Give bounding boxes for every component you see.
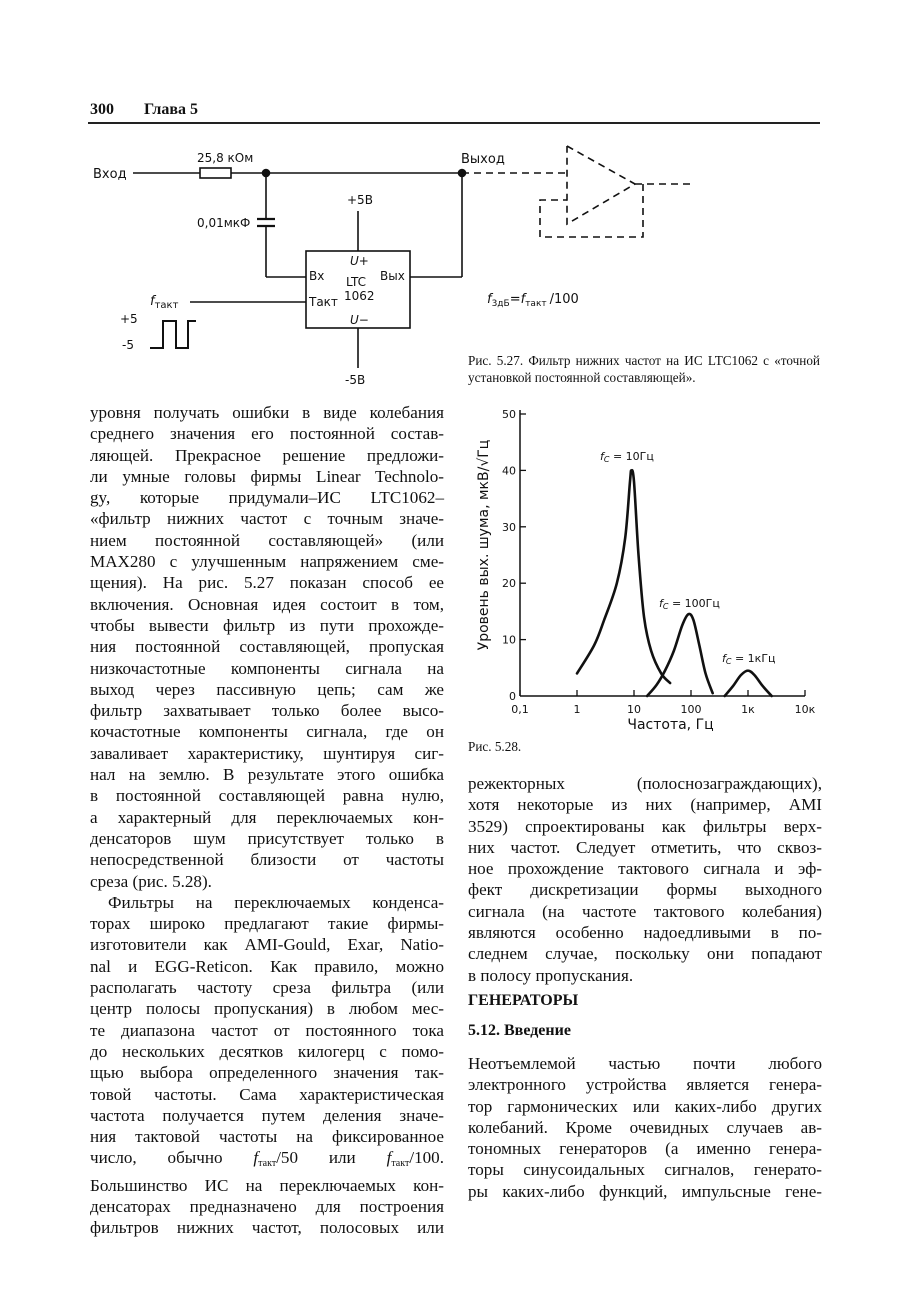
cutoff-formula: $f_{3дБ}=f_{такт}$ /100 — [487, 292, 579, 309]
label-pin-out: Вых — [380, 269, 405, 283]
text-line: электронного устройства является генера- — [468, 1075, 822, 1095]
text-line: в полосу пропускания. — [468, 965, 634, 985]
series-label-text: = 1кГц — [731, 652, 776, 665]
y-tick-label: 40 — [502, 464, 516, 478]
text-line: денсаторах предназначено для построения — [90, 1196, 444, 1216]
text-line: чтобы вывести фильтр из пути прохожде- — [90, 615, 444, 635]
label-pin-in: Вх — [309, 269, 325, 283]
text-line: ния постоянной составляющей, пропуская — [90, 637, 444, 657]
text-line: кочастотные компоненты сигнала, где он — [90, 722, 444, 742]
text-line: ния тактовой частоты на фиксированное — [90, 1127, 444, 1147]
label-pin-clock: Такт — [309, 295, 338, 309]
text-line: включения. Основная идея состоит в том, — [90, 594, 444, 614]
text-line: Большинство ИС на переключаемых кон- — [90, 1175, 444, 1195]
series-label-symbol: f — [722, 652, 726, 665]
text-line: колебаний. Кроме очевидных случаев ав- — [468, 1117, 822, 1137]
text-line: торы синусоидальных сигналов, генерато- — [468, 1160, 822, 1180]
chapter-title: Глава 5 — [144, 101, 198, 118]
figure-5-28-chart — [460, 400, 830, 740]
y-tick-label: 30 — [502, 520, 516, 534]
y-axis-label: Уровень вых. шума, мкВ/√Гц — [476, 439, 492, 651]
text-line: nal и EGG-Reticon. Как правило, можно — [90, 956, 444, 976]
paragraph-2-tail — [90, 1175, 444, 1239]
text-line: а характерный для переключаемых кон- — [90, 807, 444, 827]
text-line: хотя некоторые из них (например, AMI — [468, 795, 822, 815]
y-tick-label: 0 — [509, 690, 516, 703]
text-line: Фильтры на переключаемых конденса- — [108, 892, 444, 912]
text-line: уровня получать ошибки в виде колебания — [90, 403, 444, 422]
text-line: нием постоянной составляющей» (или — [90, 530, 444, 550]
x-tick-label: 1к — [741, 703, 755, 716]
text-line: Неотъемлемой частью почти любого — [468, 1054, 822, 1073]
x-tick-label: 10к — [794, 703, 816, 716]
x-tick-label: 1 — [573, 703, 581, 716]
text-line: товой частоты. Сама характеристическая — [90, 1084, 444, 1104]
text-line: щения). На рис. 5.27 показан способ ее — [90, 573, 444, 593]
text-line: изготовители как AMI-Gould, Exar, Natio- — [90, 935, 444, 955]
text-line: до нескольких десятков килогерц с помо- — [90, 1041, 444, 1061]
label-resistor: 25,8 кОм — [197, 151, 254, 165]
x-axis-label: Частота, Гц — [627, 717, 714, 733]
label-clock: $f_{такт}$ — [150, 294, 179, 311]
text-line: нал на землю. В результате этого ошибка — [90, 765, 444, 785]
paragraph-2 — [90, 892, 444, 1148]
text-line: ли умные головы фирмы Linear Technolo- — [90, 466, 444, 486]
label-input: Вход — [93, 167, 127, 182]
text-line: тор гармонических или каких-либо других — [468, 1096, 822, 1116]
dashed-buffer-triangle — [567, 146, 635, 224]
text-line: фильтр захватывает только более высо- — [90, 701, 444, 721]
label-vminus: -5В — [345, 373, 366, 387]
text-line: них частот. Следует отметить, что сквоз- — [468, 837, 822, 857]
clock-waveform — [150, 321, 196, 348]
text-line: фильтров нижних частот, полосовых или — [90, 1218, 444, 1238]
label-vplus: +5В — [347, 193, 373, 207]
y-tick-label: 20 — [502, 577, 516, 591]
text-line: среза (рис. 5.28). — [90, 871, 212, 891]
text-line: фект дискретизации формы выходного — [468, 880, 822, 900]
text-line: непосредственной близости от частоты — [90, 850, 444, 870]
text-line: те диапазона частот от постоянного тока — [90, 1020, 444, 1040]
y-tick-label: 50 — [502, 408, 516, 421]
paragraph-1 — [90, 402, 444, 892]
text-line: ры каких-либо функций, импульсные гене- — [468, 1181, 822, 1201]
series-curve-1 — [577, 470, 670, 683]
label-pin-uminus: U− — [350, 313, 369, 327]
text-line: «фильтр нижних частот с точным значе- — [90, 509, 444, 529]
text-line: частота получается путем деления значе- — [90, 1105, 444, 1125]
dashed-feedback-loop — [540, 184, 643, 237]
text-line: сигнала (на частоте тактового колебания) — [468, 901, 822, 921]
y-tick-label: 10 — [502, 633, 516, 647]
series-label-text: = 10Гц — [609, 450, 654, 463]
label-chip-name-1: LTC — [346, 275, 367, 289]
series-label-symbol: f — [600, 450, 604, 463]
text-line: торах широко предлагают такие фирмы- — [90, 914, 444, 934]
text-line: центр полосы пропускания) в любом мес- — [90, 999, 444, 1019]
series-label-sub: C — [725, 657, 732, 666]
label-pin-uplus: U+ — [350, 254, 369, 268]
body-right-column-bottom — [468, 1053, 822, 1202]
text-line: заваливает характеристику, шунтируя сиг- — [90, 743, 444, 763]
x-tick-label: 10 — [627, 703, 641, 716]
figure-5-27-caption: Рис. 5.27. Фильтр нижних частот на ИС LTC1062 с «точной установкой постоянной составляющей». — [468, 353, 820, 385]
series-label-2 — [659, 597, 720, 611]
series-curve-2 — [647, 614, 713, 696]
text-line: 3529) спроектированы как фильтры верх- — [468, 816, 822, 836]
series-label-sub: C — [603, 455, 610, 464]
series-label-3 — [722, 652, 776, 666]
label-clock-low: -5 — [122, 338, 134, 352]
label-output: Выход — [461, 152, 505, 167]
label-capacitor: 0,01мкФ — [197, 216, 251, 230]
text-line: располагать частоту среза фильтра (или — [90, 978, 444, 998]
series-label-1 — [600, 450, 654, 464]
body-right-column-top — [468, 773, 822, 986]
section-heading: ГЕНЕРАТОРЫ — [468, 992, 579, 1009]
text-line: низкочастотные компоненты сигнала на — [90, 658, 444, 678]
text-line: в постоянной составляющей равна нулю, — [90, 786, 444, 806]
x-tick-label: 100 — [680, 703, 702, 716]
text-line: ляющей. Прекрасное решение предложи- — [90, 445, 444, 465]
series-label-symbol: f — [659, 597, 663, 610]
text-line: среднего значения его постоянной состав- — [90, 424, 444, 444]
text-line: gy, которые придумали–ИС LTC1062– — [90, 488, 444, 508]
body-left-column — [90, 402, 444, 1239]
subsection-heading: 5.12. Введение — [468, 1022, 571, 1039]
figure-5-27-schematic — [0, 0, 912, 400]
text-line: режекторных (полоснозаграждающих), — [468, 774, 822, 793]
label-chip-name-2: 1062 — [344, 289, 375, 303]
text-line: следнем случае, поскольку они попадают — [468, 944, 822, 964]
text-line: MAX280 с улучшенным напряжением сме- — [90, 552, 444, 572]
label-clock-high: +5 — [120, 312, 138, 326]
text-line: денсаторов шум присутствует только в — [90, 828, 444, 848]
x-tick-label: 0,1 — [511, 703, 529, 716]
page-number: 300 — [90, 101, 114, 118]
text-line: тономных генераторов (а именно генера- — [468, 1139, 822, 1159]
text-line: выход через пассивную цепь; сам же — [90, 679, 444, 699]
resistor-symbol — [200, 168, 231, 178]
text-line: ное прохождение тактового сигнала и эф- — [468, 859, 822, 879]
series-label-sub: C — [662, 602, 669, 611]
series-label-text: = 100Гц — [668, 597, 720, 610]
formula-line: число, обычно $f_{такт}/50$ или $f_{такт}/100$. — [90, 1148, 445, 1170]
figure-5-28-caption: Рис. 5.28. — [468, 739, 522, 754]
text-line: являются особенно надоедливыми в по- — [468, 923, 822, 943]
text-line: щью выбора определенного значения так- — [90, 1063, 444, 1083]
